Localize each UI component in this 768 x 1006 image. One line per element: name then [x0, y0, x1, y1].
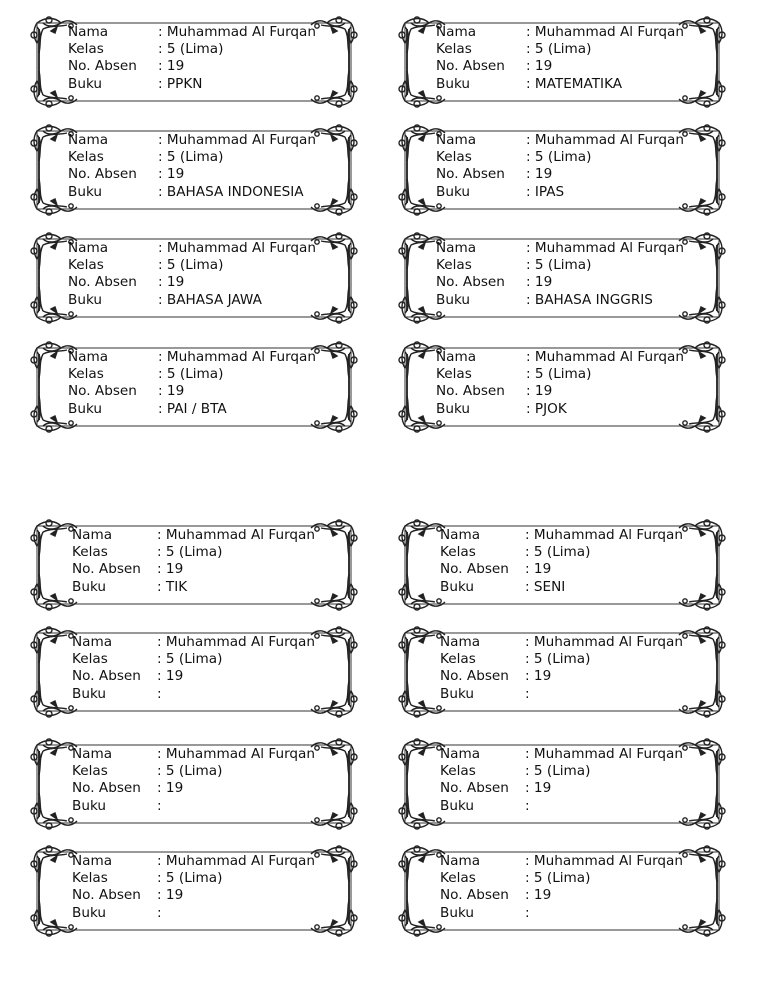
absent-value: 19: [533, 668, 552, 685]
absent-row: [436, 166, 684, 183]
name-key: Nama: [68, 240, 109, 256]
absent-row: [440, 561, 683, 578]
separator: :: [158, 75, 163, 92]
book-label-card: [396, 843, 728, 939]
name-row: [436, 349, 684, 366]
absent-value: 19: [165, 668, 184, 685]
class-value: 5 (Lima): [165, 870, 223, 887]
name-value: Muhammad Al Furqan: [165, 527, 315, 543]
book-label-card: [28, 624, 360, 720]
name-key: Nama: [68, 349, 109, 365]
separator: :: [525, 578, 530, 595]
separator: :: [526, 58, 531, 75]
class-key: Kelas: [72, 651, 108, 668]
name-row: [72, 634, 315, 651]
class-row: [436, 366, 684, 383]
book-label-card: [28, 517, 360, 613]
name-row: [72, 527, 315, 544]
book-value: SENI: [533, 578, 566, 595]
class-value: 5 (Lima): [534, 149, 592, 166]
separator: :: [157, 634, 162, 650]
name-key: Nama: [68, 24, 109, 40]
label-fields: [72, 853, 315, 922]
name-key: Nama: [440, 527, 481, 543]
label-fields: [68, 349, 316, 418]
name-key: Nama: [440, 634, 481, 650]
absent-value: 19: [165, 887, 184, 904]
separator: :: [158, 240, 163, 256]
class-key: Kelas: [72, 544, 108, 561]
name-key: Nama: [68, 132, 109, 148]
name-value: Muhammad Al Furqan: [533, 853, 683, 869]
separator: :: [158, 166, 163, 183]
book-row: [68, 292, 316, 309]
name-value: Muhammad Al Furqan: [534, 132, 684, 148]
class-row: [440, 651, 683, 668]
absent-row: [68, 274, 316, 291]
class-key: Kelas: [68, 41, 104, 58]
book-value: MATEMATIKA: [534, 75, 623, 92]
class-row: [72, 544, 315, 561]
book-label-card: [396, 339, 728, 435]
separator: :: [157, 668, 162, 685]
separator: :: [525, 634, 530, 650]
class-row: [72, 651, 315, 668]
separator: :: [526, 383, 531, 400]
absent-key: No. Absen: [440, 668, 509, 685]
book-label-card: [396, 736, 728, 832]
separator: :: [157, 904, 162, 921]
separator: :: [158, 24, 163, 40]
absent-row: [440, 887, 683, 904]
name-value: Muhammad Al Furqan: [165, 853, 315, 869]
absent-row: [440, 780, 683, 797]
absent-row: [72, 780, 315, 797]
class-value: 5 (Lima): [534, 366, 592, 383]
absent-value: 19: [533, 561, 552, 578]
label-fields: [436, 240, 684, 309]
separator: :: [157, 651, 162, 668]
class-value: 5 (Lima): [534, 41, 592, 58]
class-value: 5 (Lima): [166, 257, 224, 274]
class-row: [440, 763, 683, 780]
name-key: Nama: [440, 853, 481, 869]
separator: :: [526, 274, 531, 291]
name-key: Nama: [440, 746, 481, 762]
class-row: [436, 257, 684, 274]
class-key: Kelas: [440, 651, 476, 668]
separator: :: [158, 349, 163, 365]
name-value: Muhammad Al Furqan: [534, 349, 684, 365]
absent-value: 19: [166, 166, 185, 183]
name-row: [436, 132, 684, 149]
separator: :: [158, 132, 163, 148]
absent-value: 19: [166, 274, 185, 291]
book-key: Buku: [436, 400, 471, 417]
name-row: [72, 746, 315, 763]
separator: :: [158, 257, 163, 274]
separator: :: [157, 763, 162, 780]
book-key: Buku: [68, 400, 103, 417]
class-value: 5 (Lima): [534, 257, 592, 274]
separator: :: [525, 651, 530, 668]
book-label-card: [396, 517, 728, 613]
separator: :: [526, 291, 531, 308]
separator: :: [525, 763, 530, 780]
separator: :: [525, 746, 530, 762]
absent-row: [72, 668, 315, 685]
class-value: 5 (Lima): [165, 763, 223, 780]
separator: :: [157, 870, 162, 887]
separator: :: [157, 685, 162, 702]
book-key: Buku: [440, 578, 475, 595]
name-row: [436, 240, 684, 257]
separator: :: [526, 183, 531, 200]
class-row: [68, 366, 316, 383]
separator: :: [158, 366, 163, 383]
class-key: Kelas: [72, 763, 108, 780]
absent-row: [72, 887, 315, 904]
separator: :: [526, 240, 531, 256]
separator: :: [158, 274, 163, 291]
book-row: [440, 798, 683, 815]
separator: :: [158, 291, 163, 308]
separator: :: [526, 41, 531, 58]
book-key: Buku: [68, 75, 103, 92]
absent-key: No. Absen: [68, 166, 137, 183]
book-label-card: [28, 14, 360, 110]
absent-key: No. Absen: [440, 561, 509, 578]
name-row: [72, 853, 315, 870]
absent-row: [68, 166, 316, 183]
label-fields: [440, 634, 683, 703]
book-row: [68, 401, 316, 418]
class-key: Kelas: [436, 366, 472, 383]
label-fields: [440, 746, 683, 815]
absent-key: No. Absen: [68, 58, 137, 75]
book-row: [436, 292, 684, 309]
separator: :: [158, 58, 163, 75]
separator: :: [526, 132, 531, 148]
absent-key: No. Absen: [440, 887, 509, 904]
absent-key: No. Absen: [440, 780, 509, 797]
book-value: IPAS: [534, 183, 565, 200]
name-value: Muhammad Al Furqan: [165, 634, 315, 650]
class-key: Kelas: [68, 366, 104, 383]
name-key: Nama: [72, 746, 113, 762]
separator: :: [157, 578, 162, 595]
absent-value: 19: [166, 58, 185, 75]
label-fields: [436, 349, 684, 418]
absent-key: No. Absen: [436, 58, 505, 75]
class-key: Kelas: [436, 41, 472, 58]
name-value: Muhammad Al Furqan: [166, 240, 316, 256]
book-label-card: [396, 624, 728, 720]
name-key: Nama: [436, 24, 477, 40]
separator: :: [158, 383, 163, 400]
absent-row: [436, 274, 684, 291]
class-value: 5 (Lima): [165, 651, 223, 668]
separator: :: [525, 904, 530, 921]
separator: :: [526, 366, 531, 383]
book-label-card: [28, 843, 360, 939]
separator: :: [526, 149, 531, 166]
class-row: [68, 149, 316, 166]
class-value: 5 (Lima): [166, 41, 224, 58]
book-key: Buku: [68, 183, 103, 200]
absent-value: 19: [165, 561, 184, 578]
class-value: 5 (Lima): [533, 544, 591, 561]
book-key: Buku: [440, 797, 475, 814]
name-key: Nama: [72, 634, 113, 650]
class-row: [72, 763, 315, 780]
book-label-card: [396, 122, 728, 218]
class-row: [68, 257, 316, 274]
separator: :: [157, 887, 162, 904]
absent-value: 19: [534, 166, 553, 183]
separator: :: [157, 746, 162, 762]
name-row: [68, 24, 316, 41]
book-key: Buku: [72, 904, 107, 921]
book-value: BAHASA JAWA: [166, 291, 262, 308]
separator: :: [525, 561, 530, 578]
separator: :: [157, 780, 162, 797]
book-label-card: [28, 736, 360, 832]
name-key: Nama: [72, 527, 113, 543]
class-value: 5 (Lima): [533, 651, 591, 668]
absent-value: 19: [534, 383, 553, 400]
book-value: TIK: [165, 578, 188, 595]
name-row: [440, 527, 683, 544]
class-row: [436, 149, 684, 166]
class-row: [440, 544, 683, 561]
class-value: 5 (Lima): [533, 870, 591, 887]
separator: :: [526, 349, 531, 365]
label-fields: [68, 240, 316, 309]
absent-row: [436, 58, 684, 75]
separator: :: [157, 797, 162, 814]
name-value: Muhammad Al Furqan: [166, 349, 316, 365]
name-key: Nama: [436, 132, 477, 148]
class-key: Kelas: [68, 149, 104, 166]
separator: :: [525, 527, 530, 543]
book-key: Buku: [440, 904, 475, 921]
separator: :: [526, 24, 531, 40]
label-fields: [72, 746, 315, 815]
absent-row: [68, 383, 316, 400]
label-fields: [72, 634, 315, 703]
label-fields: [436, 132, 684, 201]
separator: :: [525, 887, 530, 904]
book-key: Buku: [72, 797, 107, 814]
class-key: Kelas: [440, 544, 476, 561]
book-value: BAHASA INDONESIA: [166, 183, 304, 200]
class-row: [436, 41, 684, 58]
absent-key: No. Absen: [68, 274, 137, 291]
class-key: Kelas: [436, 149, 472, 166]
separator: :: [157, 527, 162, 543]
separator: :: [525, 685, 530, 702]
book-row: [72, 905, 315, 922]
book-label-card: [28, 339, 360, 435]
separator: :: [525, 797, 530, 814]
label-fields: [440, 853, 683, 922]
name-key: Nama: [72, 853, 113, 869]
absent-key: No. Absen: [72, 780, 141, 797]
class-row: [72, 870, 315, 887]
book-key: Buku: [440, 685, 475, 702]
book-key: Buku: [436, 291, 471, 308]
separator: :: [526, 75, 531, 92]
separator: :: [525, 544, 530, 561]
label-fields: [68, 24, 316, 93]
name-row: [68, 132, 316, 149]
book-row: [440, 686, 683, 703]
label-fields: [436, 24, 684, 93]
separator: :: [157, 853, 162, 869]
name-value: Muhammad Al Furqan: [533, 746, 683, 762]
separator: :: [158, 149, 163, 166]
book-key: Buku: [436, 75, 471, 92]
book-key: Buku: [68, 291, 103, 308]
book-key: Buku: [72, 685, 107, 702]
name-key: Nama: [436, 240, 477, 256]
absent-key: No. Absen: [72, 561, 141, 578]
book-row: [68, 76, 316, 93]
name-row: [68, 240, 316, 257]
separator: :: [158, 400, 163, 417]
book-value: BAHASA INGGRIS: [534, 291, 653, 308]
class-value: 5 (Lima): [533, 763, 591, 780]
book-label-card: [28, 230, 360, 326]
name-row: [436, 24, 684, 41]
separator: :: [526, 166, 531, 183]
absent-key: No. Absen: [68, 383, 137, 400]
absent-value: 19: [534, 274, 553, 291]
name-value: Muhammad Al Furqan: [165, 746, 315, 762]
separator: :: [525, 870, 530, 887]
book-row: [440, 579, 683, 596]
class-key: Kelas: [436, 257, 472, 274]
separator: :: [158, 41, 163, 58]
class-row: [440, 870, 683, 887]
book-row: [72, 686, 315, 703]
separator: :: [525, 668, 530, 685]
book-value: PJOK: [534, 400, 567, 417]
class-value: 5 (Lima): [165, 544, 223, 561]
absent-row: [436, 383, 684, 400]
absent-value: 19: [165, 780, 184, 797]
class-key: Kelas: [72, 870, 108, 887]
label-fields: [72, 527, 315, 596]
name-value: Muhammad Al Furqan: [166, 132, 316, 148]
class-key: Kelas: [440, 763, 476, 780]
absent-key: No. Absen: [436, 383, 505, 400]
name-row: [440, 853, 683, 870]
book-label-card: [396, 14, 728, 110]
class-key: Kelas: [440, 870, 476, 887]
class-row: [68, 41, 316, 58]
book-value: PPKN: [166, 75, 203, 92]
book-row: [436, 401, 684, 418]
label-fields: [68, 132, 316, 201]
class-key: Kelas: [68, 257, 104, 274]
separator: :: [526, 257, 531, 274]
name-row: [440, 634, 683, 651]
class-value: 5 (Lima): [166, 366, 224, 383]
separator: :: [526, 400, 531, 417]
absent-key: No. Absen: [72, 668, 141, 685]
absent-value: 19: [534, 58, 553, 75]
absent-value: 19: [166, 383, 185, 400]
name-value: Muhammad Al Furqan: [533, 634, 683, 650]
book-label-card: [396, 230, 728, 326]
absent-row: [440, 668, 683, 685]
name-value: Muhammad Al Furqan: [534, 240, 684, 256]
book-row: [436, 76, 684, 93]
absent-row: [68, 58, 316, 75]
name-key: Nama: [436, 349, 477, 365]
absent-row: [72, 561, 315, 578]
book-row: [68, 184, 316, 201]
book-row: [72, 798, 315, 815]
separator: :: [157, 544, 162, 561]
book-key: Buku: [72, 578, 107, 595]
class-value: 5 (Lima): [166, 149, 224, 166]
separator: :: [157, 561, 162, 578]
separator: :: [158, 183, 163, 200]
absent-key: No. Absen: [436, 166, 505, 183]
book-label-card: [28, 122, 360, 218]
book-value: PAI / BTA: [166, 400, 227, 417]
absent-value: 19: [533, 780, 552, 797]
book-row: [72, 579, 315, 596]
book-key: Buku: [436, 183, 471, 200]
name-row: [440, 746, 683, 763]
absent-key: No. Absen: [72, 887, 141, 904]
name-value: Muhammad Al Furqan: [533, 527, 683, 543]
name-value: Muhammad Al Furqan: [534, 24, 684, 40]
book-row: [440, 905, 683, 922]
absent-value: 19: [533, 887, 552, 904]
separator: :: [525, 853, 530, 869]
separator: :: [525, 780, 530, 797]
absent-key: No. Absen: [436, 274, 505, 291]
book-row: [436, 184, 684, 201]
name-value: Muhammad Al Furqan: [166, 24, 316, 40]
name-row: [68, 349, 316, 366]
label-fields: [440, 527, 683, 596]
